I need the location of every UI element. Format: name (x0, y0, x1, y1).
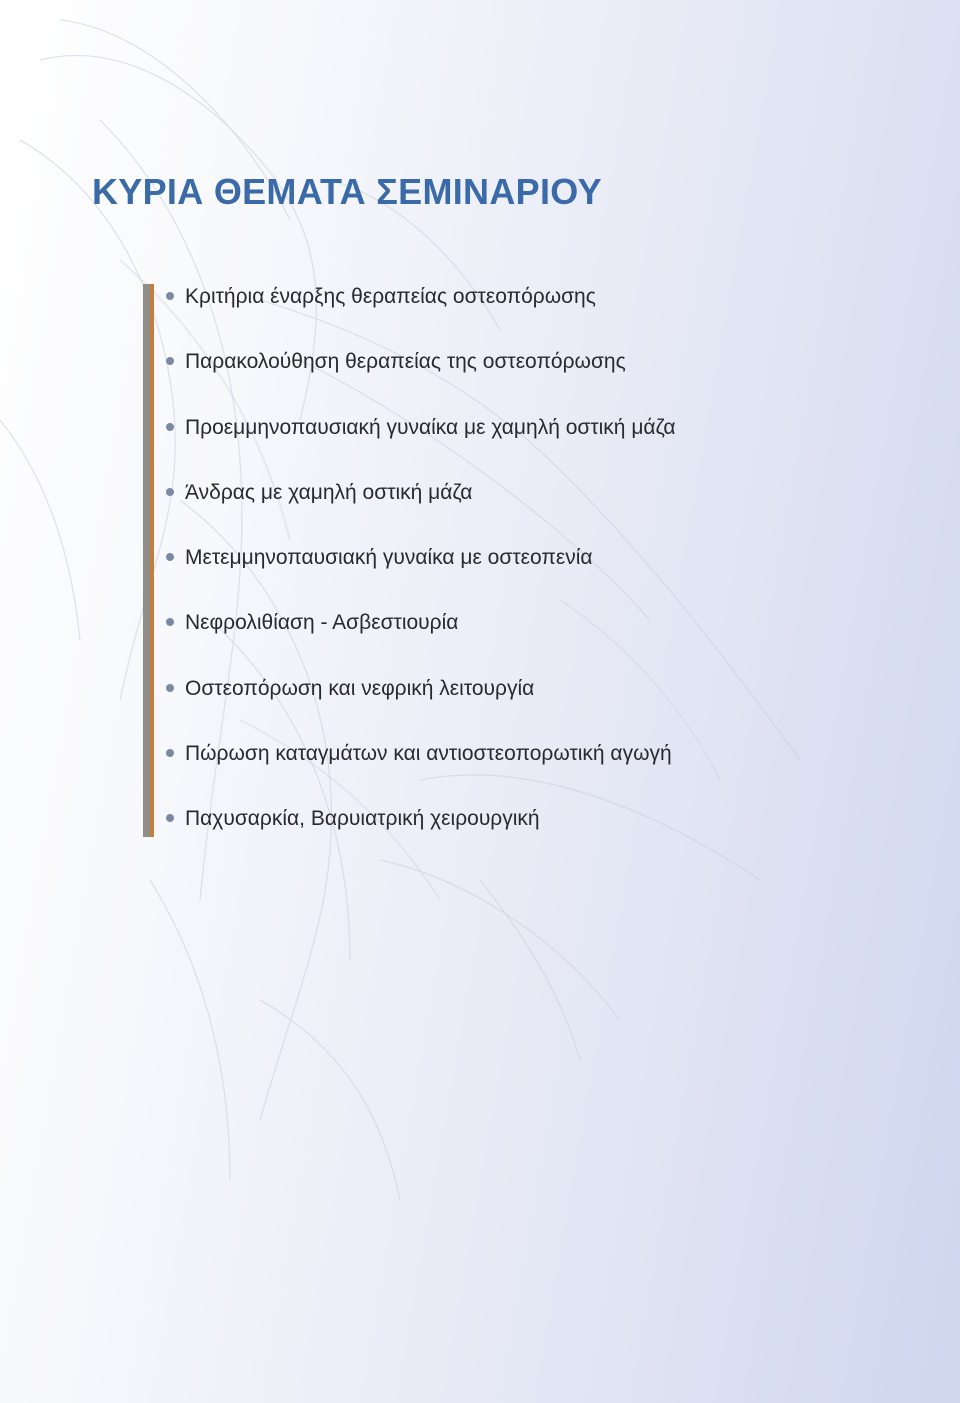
topic-text: Άνδρας με χαμηλή οστική μάζα (185, 480, 473, 504)
topic-text: Προεμμηνοπαυσιακή γυναίκα με χαμηλή οστική μάζα (185, 415, 676, 439)
bullet-icon (166, 749, 174, 757)
bullet-icon (166, 553, 174, 561)
topic-text: Νεφρολιθίαση - Ασβεστιουρία (185, 611, 459, 635)
bullet-icon (166, 488, 174, 496)
topic-text: Πώρωση καταγμάτων και αντιοστεοπορωτική αγωγή (185, 742, 672, 766)
bullet-icon (166, 814, 174, 822)
bullet-icon (166, 618, 174, 626)
topic-text: Παχυσαρκία, Βαρυιατρική χειρουργική (185, 807, 540, 831)
topic-text: Κριτήρια έναρξης θεραπείας οστεοπόρωσης (185, 285, 596, 308)
list-item (166, 802, 676, 867)
list-item (166, 345, 676, 410)
list-item (166, 672, 676, 737)
topic-list (166, 280, 676, 868)
list-item (166, 411, 676, 476)
list-item (166, 606, 676, 671)
topic-text: Οστεοπόρωση και νεφρική λειτουργία (185, 676, 535, 700)
bullet-icon (166, 292, 174, 300)
accent-bar (143, 284, 154, 837)
bullet-icon (166, 357, 174, 365)
page-title: ΚΥΡΙΑ ΘΕΜΑΤΑ ΣΕΜΙΝΑΡΙΟΥ (92, 171, 602, 212)
list-item (166, 541, 676, 606)
list-item (166, 280, 676, 345)
list-item (166, 476, 676, 541)
topic-text: Μετεμμηνοπαυσιακή γυναίκα με οστεοπενία (185, 546, 593, 570)
topic-text: Παρακολούθηση θεραπείας της οστεοπόρωσης (185, 350, 626, 374)
list-item (166, 737, 676, 802)
bullet-icon (166, 423, 174, 431)
bullet-icon (166, 684, 174, 692)
